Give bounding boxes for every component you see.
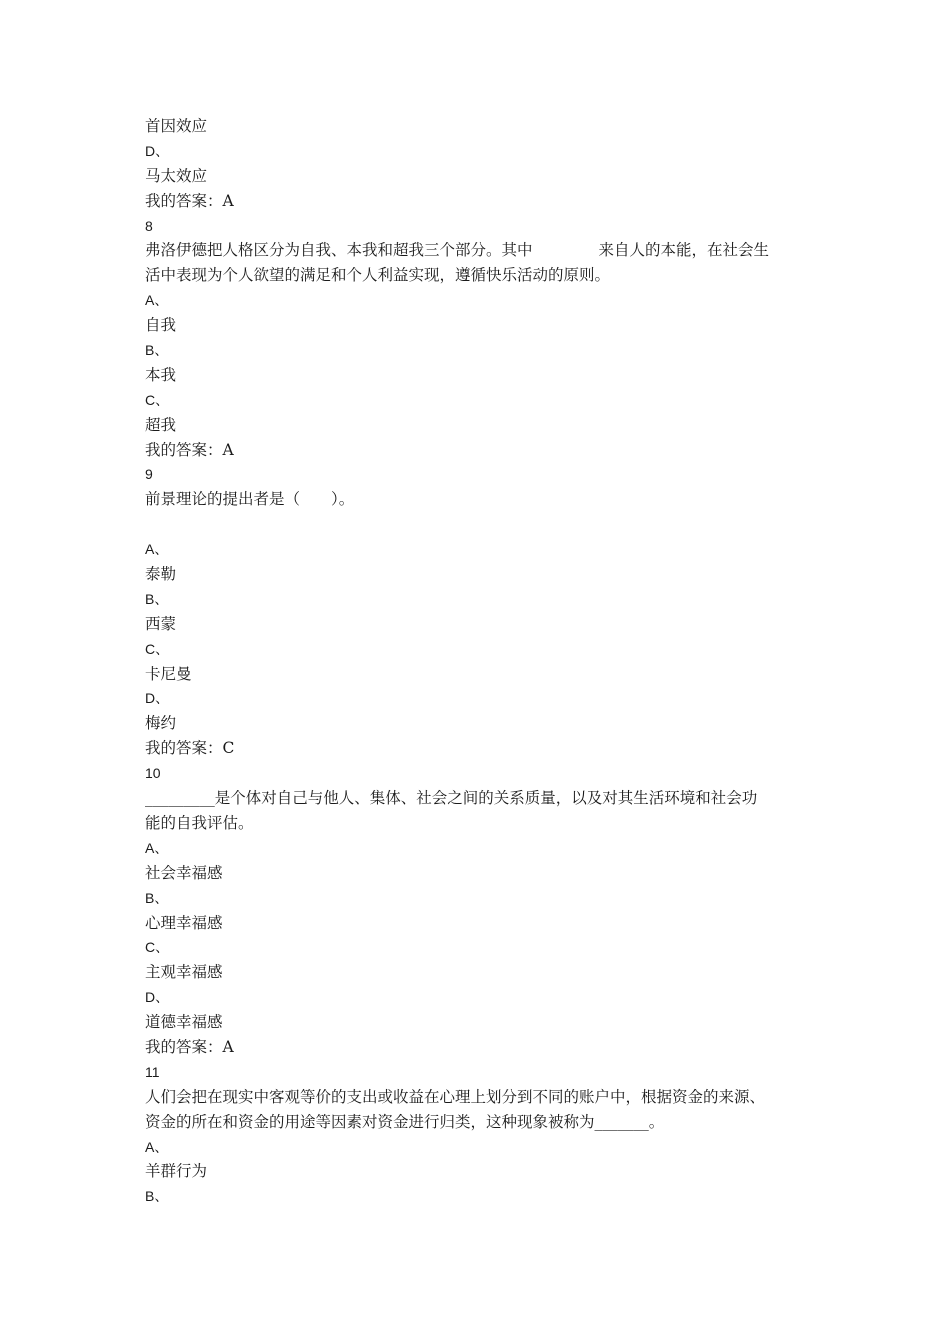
question-number: 9 — [145, 466, 153, 483]
option-text: 自我 — [145, 316, 177, 335]
option-label: D、 — [145, 690, 170, 707]
option-label: A、 — [145, 541, 169, 558]
question-stem — [145, 238, 813, 263]
option-text: 心理幸福感 — [145, 913, 223, 932]
option-text: 西蒙 — [145, 614, 177, 633]
option-text: 梅约 — [145, 714, 177, 733]
my-answer: 我的答案：A — [145, 191, 234, 210]
option-label: A、 — [145, 292, 169, 309]
option-label: B、 — [145, 1188, 169, 1205]
option-text: 本我 — [145, 365, 177, 384]
my-answer: 我的答案：A — [145, 1037, 234, 1056]
question-number: 11 — [145, 1063, 160, 1080]
option-label: C、 — [145, 640, 170, 657]
my-answer: 我的答案：A — [145, 440, 234, 459]
option-text: 首因效应 — [145, 117, 208, 135]
question-stem-part: 弗洛伊德把人格区分为自我、本我和超我三个部分。其中 — [145, 241, 533, 260]
option-text: 超我 — [145, 415, 177, 434]
option-label: B、 — [145, 590, 169, 607]
question-stem-part: 来自人的本能，在社会生 — [598, 241, 770, 260]
option-label: C、 — [145, 939, 170, 956]
question-list — [145, 114, 813, 1209]
option-text: 道德幸福感 — [145, 1013, 223, 1032]
option-text: 社会幸福感 — [145, 863, 223, 882]
question-stem: 资金的所在和资金的用途等因素对资金进行归类，这种现象被称为_______。 — [145, 1112, 665, 1131]
question-stem: _________是个体对自己与他人、集体、社会之间的关系质量，以及对其生活环境和社会功 — [145, 789, 758, 808]
option-text: 马太效应 — [145, 166, 208, 185]
question-stem: 前景理论的提出者是（ ）。 — [145, 490, 355, 509]
option-label: A、 — [145, 1138, 169, 1155]
option-label: B、 — [145, 889, 169, 906]
option-text: 卡尼曼 — [145, 664, 192, 683]
question-stem: 人们会把在现实中客观等价的支出或收益在心理上划分到不同的账户中，根据资金的来源、 — [145, 1087, 766, 1106]
option-text: 泰勒 — [145, 565, 177, 584]
question-number: 8 — [145, 217, 153, 234]
option-label: A、 — [145, 839, 169, 856]
my-answer: 我的答案：C — [145, 739, 235, 758]
spacer — [145, 512, 813, 537]
option-label: D、 — [145, 142, 170, 159]
option-label: D、 — [145, 989, 170, 1006]
question-number: 10 — [145, 765, 161, 782]
question-stem: 活中表现为个人欲望的满足和个人利益实现，遵循快乐活动的原则。 — [145, 266, 611, 285]
option-label: B、 — [145, 342, 169, 359]
option-label: C、 — [145, 391, 170, 408]
option-text: 主观幸福感 — [145, 963, 223, 982]
option-text: 羊群行为 — [145, 1162, 208, 1181]
question-stem: 能的自我评估。 — [145, 813, 254, 832]
